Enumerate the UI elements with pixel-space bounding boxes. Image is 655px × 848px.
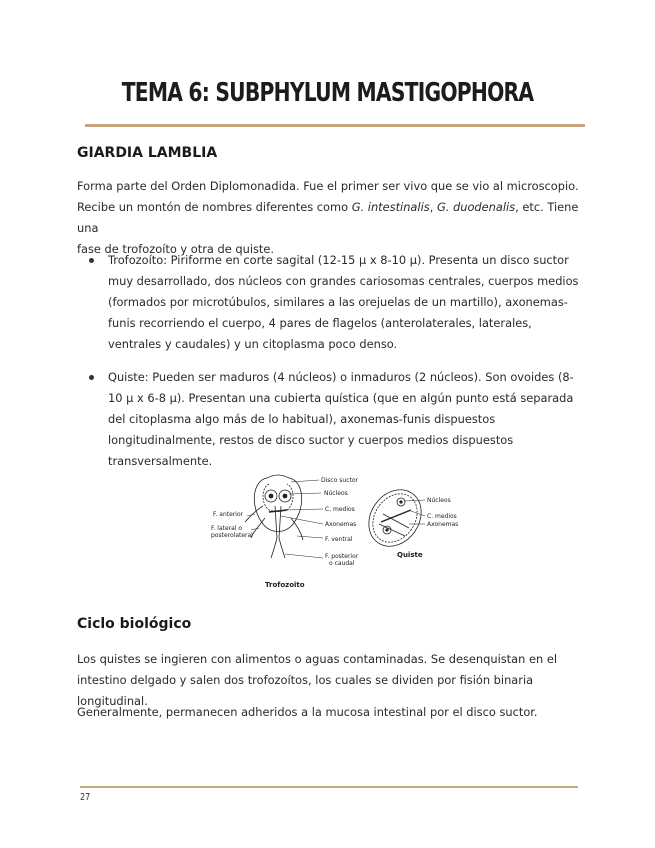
label-f-ventral: F. ventral — [325, 536, 353, 543]
page-number: 27 — [80, 792, 91, 803]
label-f-posterior-1: F. posterior — [325, 553, 359, 560]
label-c-medios-trofozoito: C. medios — [325, 506, 355, 513]
title-divider — [85, 124, 585, 127]
label-disco-suctor: Disco suctor — [321, 477, 359, 484]
list-item-text: Quiste: Pueden ser maduros (4 núcleos) o inmaduros (2 núcleos). Son ovoides (8-10 µ x 6-8 µ). Presentan una cubierta quística (que en algún punto está separada del citoplasma algo más de lo habitual), axonemas-funis dispuestos longitudinalmente, restos de disco suctor y cuerpos medios dispuestos transversalmente. — [108, 370, 574, 468]
footer-divider — [80, 786, 578, 788]
trofozoito-leader-lines — [247, 480, 323, 558]
ciclo-paragraph-2: Generalmente, permanecen adheridos a la mucosa intestinal por el disco suctor. — [77, 705, 538, 719]
label-axonemas-trofozoito: Axonemas — [325, 521, 357, 528]
giardia-diagram — [205, 466, 465, 596]
intro-line-3: fase de trofozoíto y otra de quiste. — [77, 242, 275, 256]
section-heading-giardia: GIARDIA LAMBLIA — [77, 145, 218, 161]
section-heading-ciclo: Ciclo biológico — [77, 616, 192, 632]
label-f-posterior-2: o caudal — [329, 560, 355, 567]
intro-line-2 — [77, 197, 582, 239]
giardia-figure — [205, 466, 465, 596]
trofozoito-drawing — [245, 475, 303, 558]
list-item-text: Trofozoíto: Piriforme en corte sagital (12-15 µ x 8-10 µ). Presenta un disco suctor muy desarrollado, dos núcleos con grandes cariosomas centrales, cuerpos medios (formados por microtúbulos, similares a las orejuelas de un martillo), axonemas-funis recorriendo el cuerpo, 4 pares de flagelos (anterolaterales, laterales, ventrales y caudales) y un citoplasma poco denso. — [108, 253, 579, 351]
page-title: TEMA 6: SUBPHYLUM MASTIGOPHORA — [121, 78, 534, 108]
caption-quiste: Quiste — [397, 551, 423, 559]
intro-line-2-text-b: , — [429, 200, 437, 214]
intro-line-2-text-c: , etc. Tiene una — [77, 200, 579, 235]
species-name-duodenalis: G. duodenalis — [436, 200, 516, 214]
species-name-intestinalis: G. intestinalis — [351, 200, 430, 214]
label-nucleos-quiste: Núcleos — [427, 497, 451, 504]
label-axonemas-quiste: Axonemas — [427, 521, 459, 528]
ciclo-paragraph-1: Los quistes se ingieren con alimentos o aguas contaminadas. Se desenquistan en el intestino delgado y salen dos trofozoítos, los cuales se dividen por fisión binaria longitudinal. — [77, 652, 557, 708]
label-f-anterior: F. anterior — [213, 511, 244, 518]
quiste-leader-lines — [405, 500, 425, 524]
caption-trofozoito: Trofozoito — [265, 581, 305, 589]
quiste-drawing — [358, 480, 432, 557]
label-f-lateral-1: F. lateral o — [211, 525, 243, 532]
intro-line-2-text-a: Recibe un montón de nombres diferentes como — [77, 200, 352, 214]
intro-paragraph — [77, 176, 582, 260]
label-c-medios-quiste: C. medios — [427, 513, 457, 520]
label-f-lateral-2: posterolateral — [211, 532, 253, 539]
label-nucleos-trofozoito: Núcleos — [324, 490, 348, 497]
bullet-icon — [89, 375, 94, 380]
intro-line-1: Forma parte del Orden Diplomonadida. Fue el primer ser vivo que se vio al microscopio. — [77, 179, 579, 193]
bullet-icon — [89, 258, 94, 263]
